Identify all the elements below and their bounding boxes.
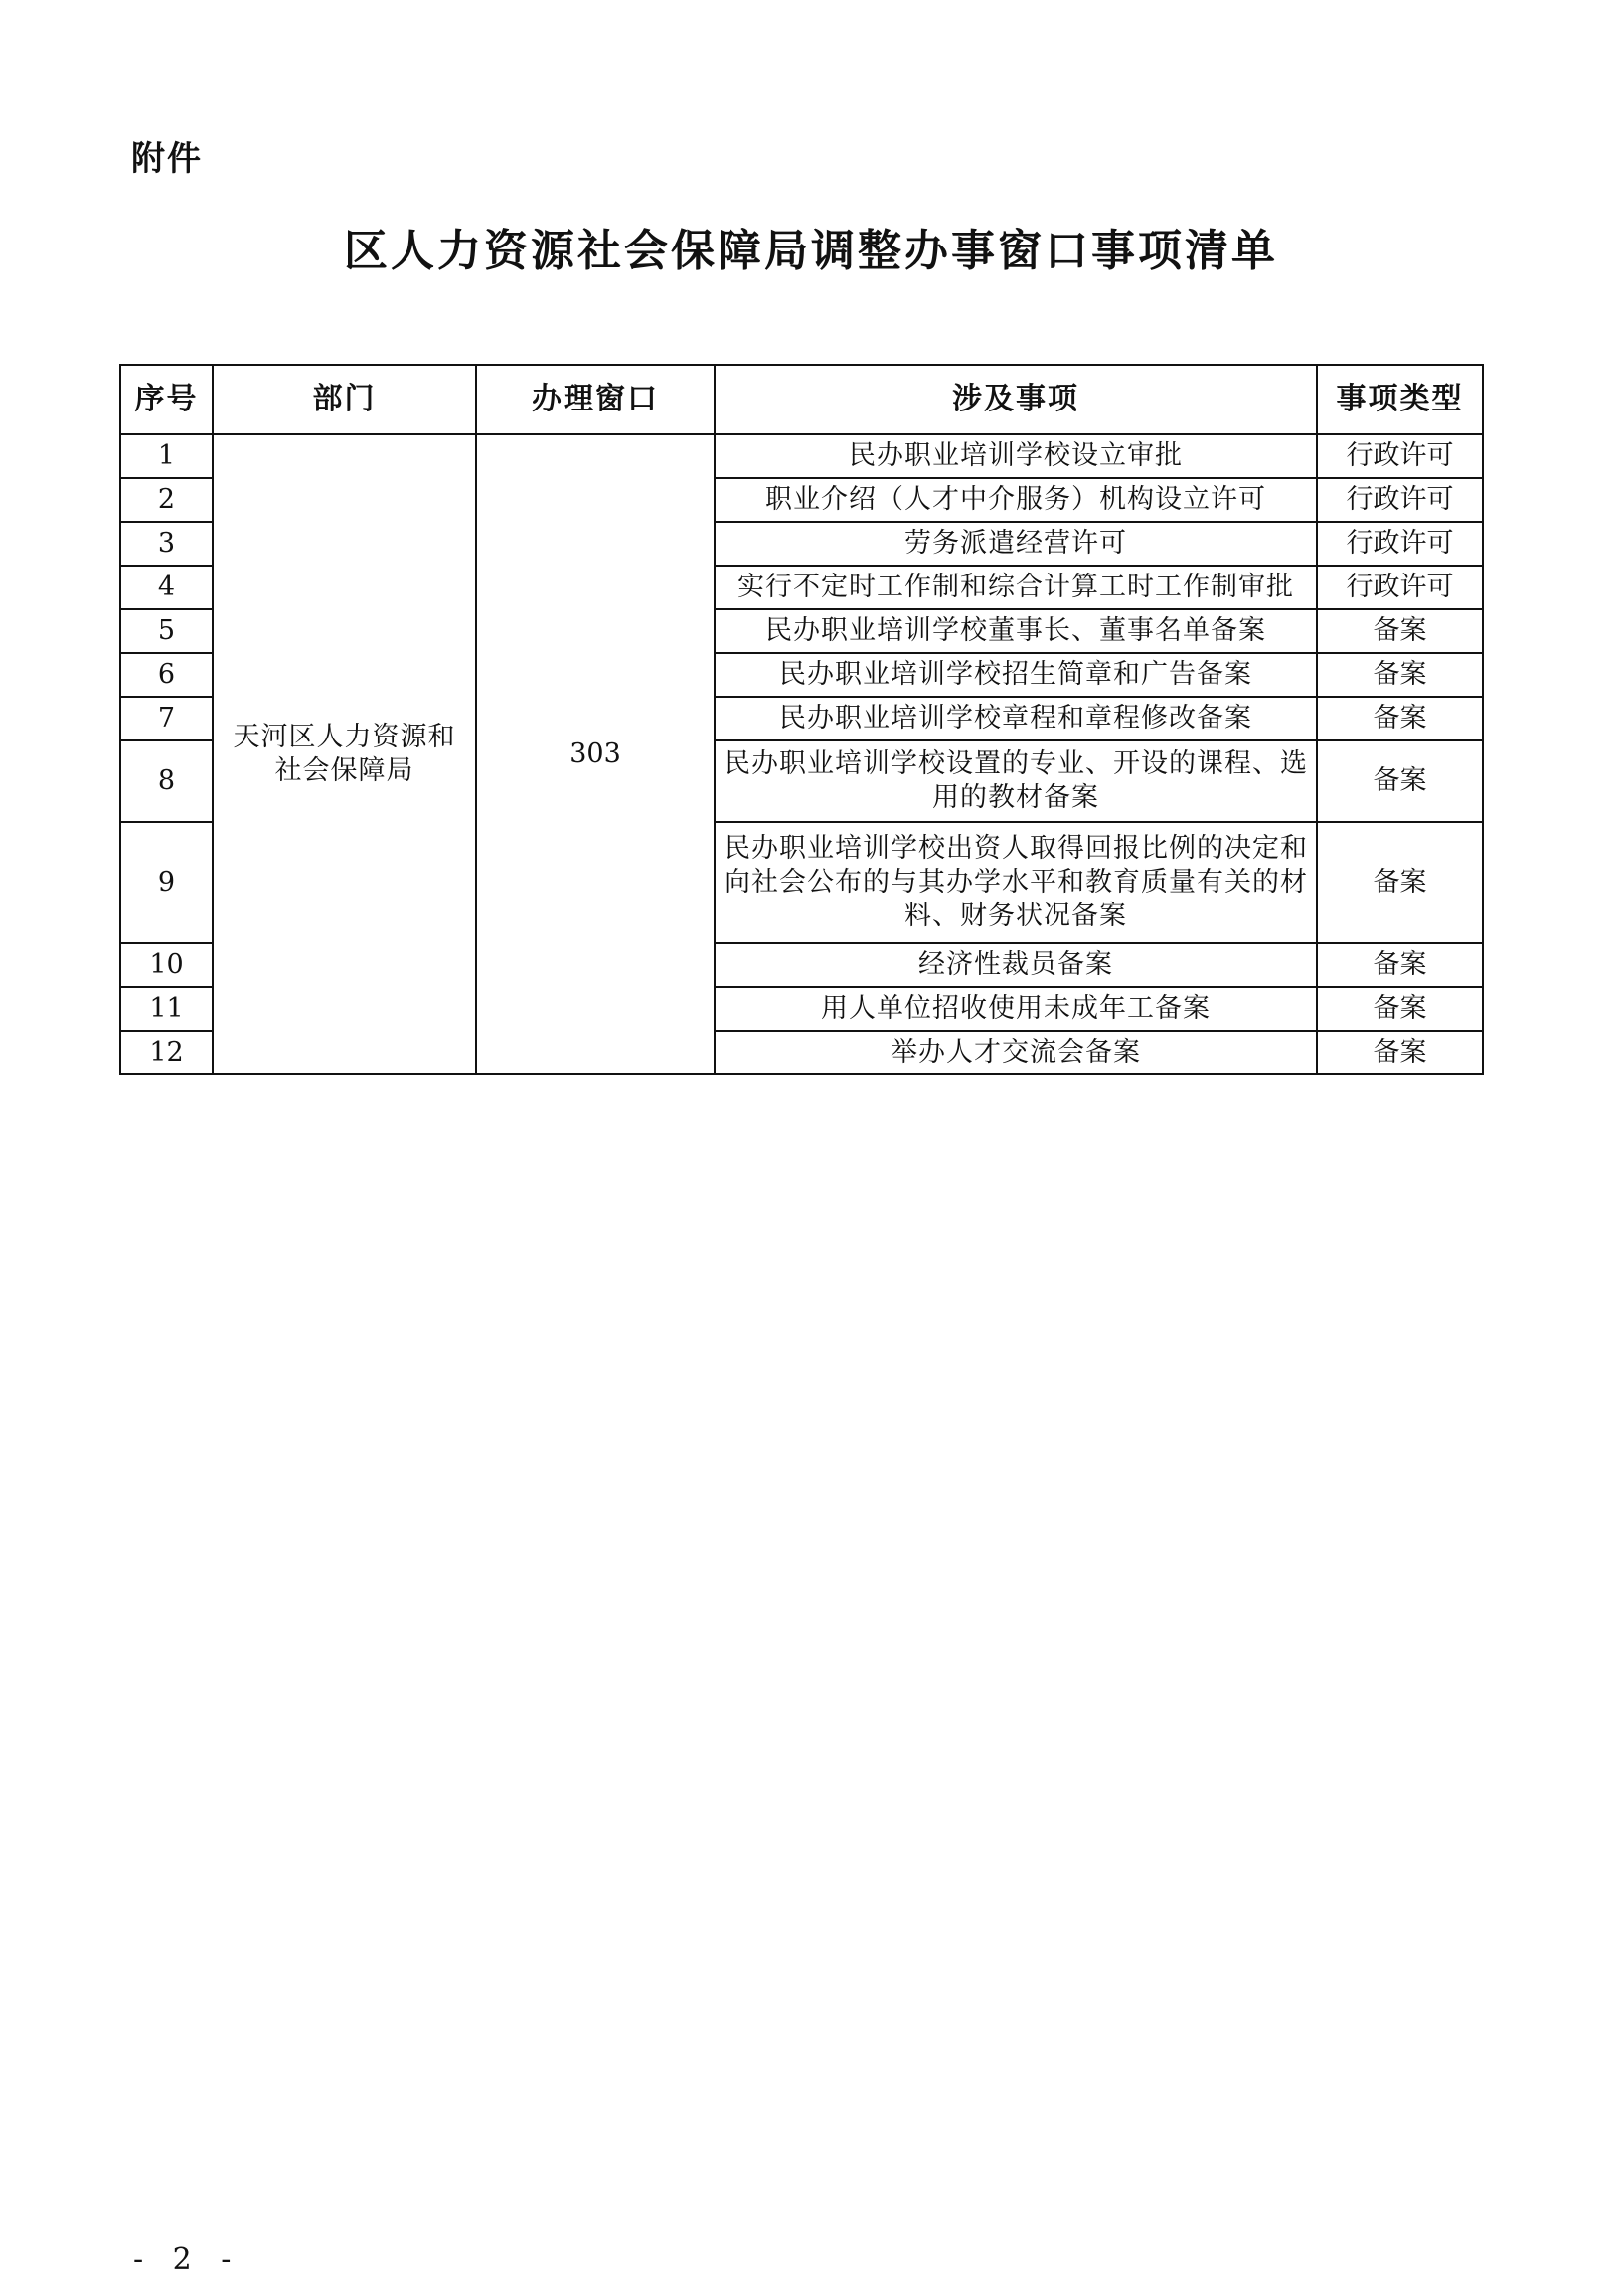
- header-window: 办理窗口: [476, 365, 715, 434]
- row-type: 备案: [1317, 740, 1483, 822]
- row-no: 12: [120, 1031, 213, 1074]
- row-no: 3: [120, 522, 213, 566]
- row-type: 备案: [1317, 987, 1483, 1031]
- annex-label: 附件: [131, 139, 203, 179]
- row-matter: 职业介绍（人才中介服务）机构设立许可: [715, 478, 1317, 522]
- row-no: 10: [120, 943, 213, 987]
- row-type: 备案: [1317, 1031, 1483, 1074]
- department-cell: 天河区人力资源和社会保障局: [213, 434, 476, 1074]
- document-title: 区人力资源社会保障局调整办事窗口事项清单: [344, 226, 1278, 276]
- row-type: 备案: [1317, 609, 1483, 653]
- page-number: - 2 -: [133, 2242, 242, 2277]
- row-matter: 经济性裁员备案: [715, 943, 1317, 987]
- row-matter: 民办职业培训学校招生简章和广告备案: [715, 653, 1317, 697]
- table-header-row: [120, 365, 1483, 434]
- row-no: 8: [120, 740, 213, 822]
- table-row: [120, 434, 1483, 478]
- row-type: 备案: [1317, 697, 1483, 740]
- row-matter: 民办职业培训学校设置的专业、开设的课程、选用的教材备案: [715, 740, 1317, 822]
- row-matter: 实行不定时工作制和综合计算工时工作制审批: [715, 566, 1317, 609]
- header-type: 事项类型: [1317, 365, 1483, 434]
- matters-table: [119, 364, 1484, 1075]
- header-no: 序号: [120, 365, 213, 434]
- row-matter: 民办职业培训学校出资人取得回报比例的决定和向社会公布的与其办学水平和教育质量有关的材料、财务状况备案: [715, 822, 1317, 943]
- row-type: 行政许可: [1317, 522, 1483, 566]
- row-no: 1: [120, 434, 213, 478]
- row-matter: 民办职业培训学校董事长、董事名单备案: [715, 609, 1317, 653]
- row-no: 7: [120, 697, 213, 740]
- header-dept: 部门: [213, 365, 476, 434]
- row-no: 4: [120, 566, 213, 609]
- row-type: 行政许可: [1317, 566, 1483, 609]
- row-matter: 用人单位招收使用未成年工备案: [715, 987, 1317, 1031]
- window-cell: 303: [476, 434, 715, 1074]
- header-matter: 涉及事项: [715, 365, 1317, 434]
- row-type: 备案: [1317, 822, 1483, 943]
- row-type: 备案: [1317, 943, 1483, 987]
- row-matter: 民办职业培训学校章程和章程修改备案: [715, 697, 1317, 740]
- row-type: 备案: [1317, 653, 1483, 697]
- row-no: 6: [120, 653, 213, 697]
- row-matter: 民办职业培训学校设立审批: [715, 434, 1317, 478]
- row-type: 行政许可: [1317, 434, 1483, 478]
- row-no: 9: [120, 822, 213, 943]
- row-matter: 劳务派遣经营许可: [715, 522, 1317, 566]
- row-no: 5: [120, 609, 213, 653]
- row-matter: 举办人才交流会备案: [715, 1031, 1317, 1074]
- row-type: 行政许可: [1317, 478, 1483, 522]
- row-no: 2: [120, 478, 213, 522]
- row-no: 11: [120, 987, 213, 1031]
